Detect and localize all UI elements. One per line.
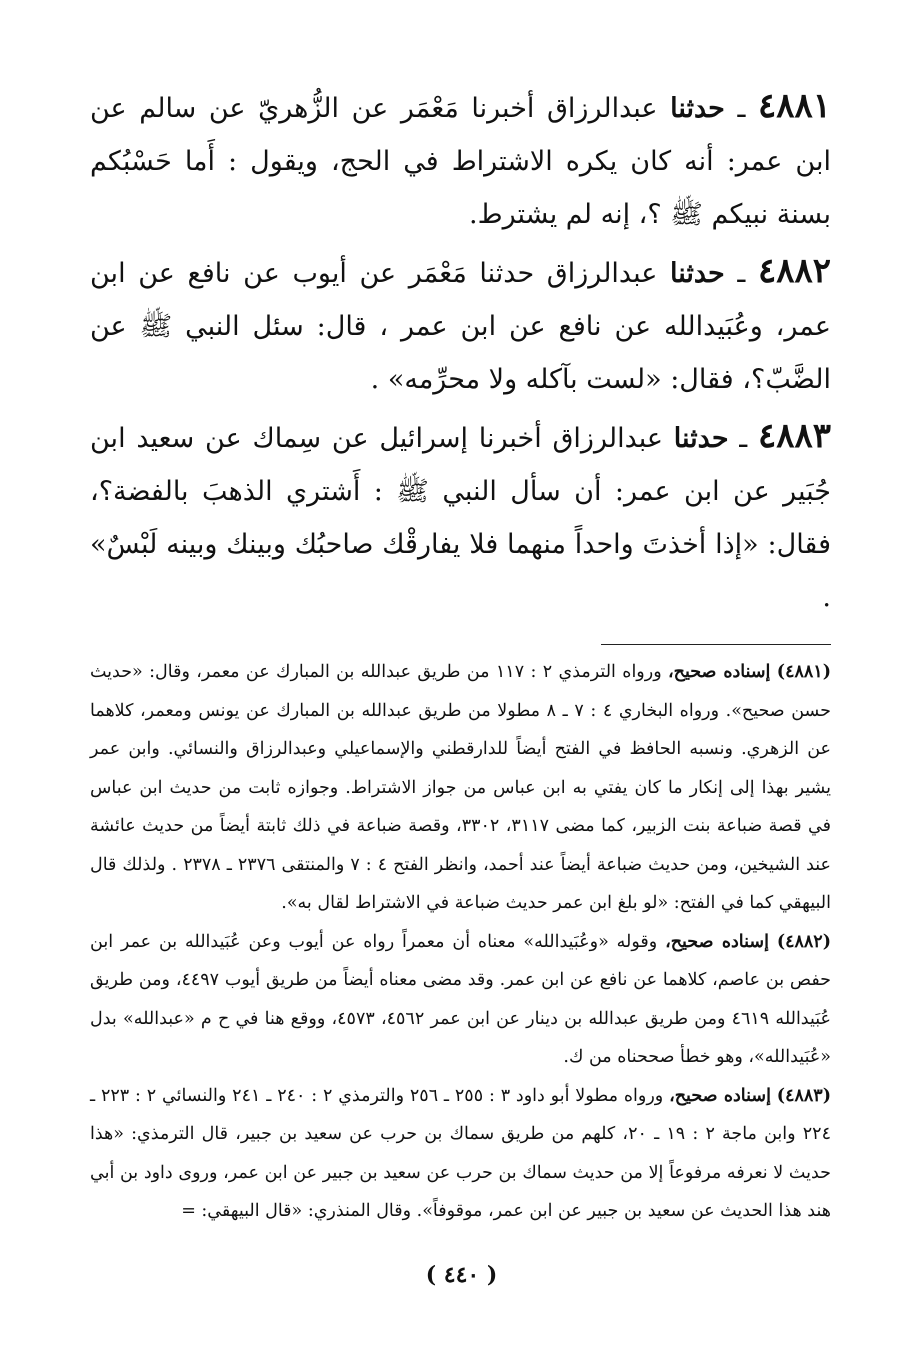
footnote-divider	[601, 644, 831, 645]
hadith-chain-head: حدثنا	[673, 423, 729, 454]
hadith-4882	[90, 245, 831, 406]
hadith-dash: ـ	[724, 258, 758, 289]
hadith-number: ٤٨٨٢	[757, 251, 831, 291]
footnote-4881	[90, 653, 831, 923]
footnote-grade: إسناده صحيح،	[668, 662, 771, 682]
footnote-ref: (٤٨٨٣)	[776, 1085, 831, 1106]
hadith-dash: ـ	[728, 423, 758, 454]
hadith-dash: ـ	[724, 93, 758, 124]
footnote-grade: إسناده صحيح،	[665, 931, 769, 952]
footnote-4882	[90, 923, 831, 1077]
hadith-chain-head: حدثنا	[670, 258, 725, 289]
page-number: ( ٤٤٠ )	[425, 1262, 498, 1288]
hadith-text: عبدالرزاق أخبرنا إسرائيل عن سِماك عن سعيد ابن جُبَير عن ابن عمر: أن سأل النبي ﷺ : أَشتري الذهبَ بالفضة؟، فقال: «إذا أخذتَ واحداً منهما فلا يفارقْك صاحبُك وبينك وبينه لَبْسٌ» .	[90, 423, 831, 613]
hadith-4881	[90, 80, 831, 241]
footnote-text: ورواه مطولا أبو داود ٣ : ٢٥٥ ـ ٢٥٦ والترمذي ٢ : ٢٤٠ ـ ٢٤١ والنسائي ٢ : ٢٢٣ ـ ٢٢٤ وابن ماجة ٢ : ١٩ ـ ٢٠، كلهم من طريق سماك بن حرب عن سعيد بن جبير، قال الترمذي: «هذا حديث لا نعرفه مرفوعاً إلا من حديث سماك بن حرب عن سعيد بن جبير عن ابن عمر، وروى داود بن أبي هند هذا الحديث عن سعيد بن جبير عن ابن عمر، موقوفاً». وقال المنذري: «قال البيهقي: =	[90, 1085, 831, 1221]
footnote-ref: (٤٨٨١)	[776, 662, 831, 682]
hadith-text: عبدالرزاق حدثنا مَعْمَر عن أيوب عن نافع عن ابن عمر، وعُبَيدالله عن نافع عن ابن عمر ، قال: سئل النبي ﷺ عن الضَّبّ؟، فقال: «لست بآكله ولا محرِّمه» .	[90, 258, 831, 395]
page-body	[90, 80, 831, 1231]
hadith-text: عبدالرزاق أخبرنا مَعْمَر عن الزُّهريّ عن سالم عن ابن عمر: أنه كان يكره الاشتراط في الحج، ويقول : أَما حَسْبُكم بسنة نبيكم ﷺ ؟، إنه لم يشترط.	[90, 93, 831, 230]
footnote-text: ورواه الترمذي ٢ : ١١٧ من طريق عبدالله بن المبارك عن معمر، وقال: «حديث حسن صحيح». ورواه البخاري ٤ : ٧ ـ ٨ مطولا من طريق عبدالله بن المبارك عن يونس ومعمر، كلاهما عن الزهري. ونسبه الحافظ في الفتح أيضاً للدارقطني والإسماعيلي وعبدالرزاق والنسائي. وابن عمر يشير بهذا إلى إنكار ما كان يفتي به ابن عباس من جواز الاشتراط. وجوازه ثابت من حديث ابن عباس في قصة ضباعة بنت الزبير، كما مضى ٣١١٧، ٣٣٠٢، وقصة ضباعة في ذلك ثابتة أيضاً من حديث عائشة عند الشيخين، ومن حديث ضباعة أيضاً عند أحمد، وانظر الفتح ٤ : ٧ والمنتقى ٢٣٧٦ ـ ٢٣٧٨ . ولذلك قال البيهقي كما في الفتح: «لو بلغ ابن عمر حديث ضباعة في الاشتراط لقال به».	[90, 662, 832, 913]
footnote-grade: إسناده صحيح،	[669, 1085, 771, 1106]
hadith-chain-head: حدثنا	[670, 93, 725, 124]
footnotes	[90, 653, 831, 1231]
hadith-number: ٤٨٨٣	[757, 416, 831, 456]
footnote-ref: (٤٨٨٢)	[776, 931, 831, 952]
footnote-4883	[90, 1077, 831, 1231]
hadith-number: ٤٨٨١	[757, 86, 831, 126]
hadith-4883	[90, 410, 831, 624]
footnote-text: وقوله «وعُبَيدالله» معناه أن معمراً رواه عن أيوب وعن عُبَيدالله بن عمر ابن حفص بن عاصم، كلاهما عن نافع عن ابن عمر. وقد مضى معناه أيضاً من طريق أيوب ٤٤٩٧، ومن طريق عُبَيدالله ٤٦١٩ ومن طريق عبدالله بن دينار عن ابن عمر ٤٥٦٢، ٤٥٧٣، ووقع هنا في ح م «عبدالله» بدل «عُبَيدالله»، وهو خطأ صححناه من ك.	[90, 931, 831, 1067]
